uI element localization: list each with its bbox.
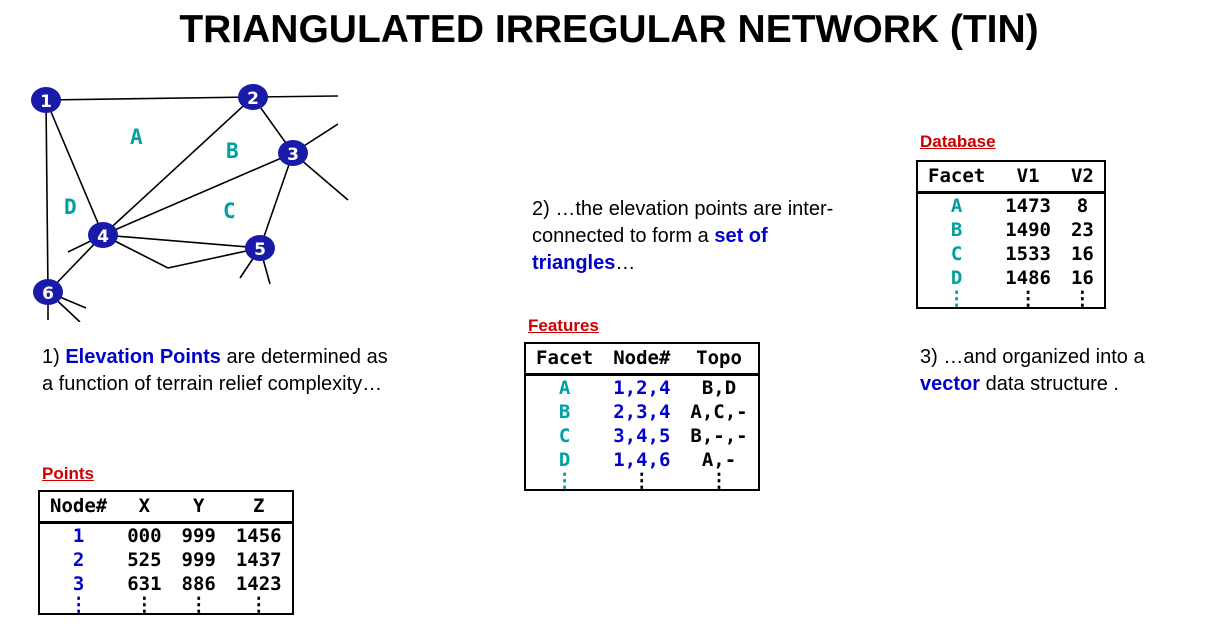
svg-text:2: 2 <box>247 89 259 109</box>
features-ellipsis: ⋮ <box>709 470 729 492</box>
points-header-node: Node# <box>39 491 117 523</box>
points-table <box>38 490 294 615</box>
features-header-facet: Facet <box>525 343 603 375</box>
points-cell-y: 999 <box>181 549 216 571</box>
tin-diagram <box>8 72 388 322</box>
table-header-row <box>525 343 759 375</box>
svg-text:1: 1 <box>40 92 52 112</box>
svg-text:5: 5 <box>254 240 266 260</box>
para2-pre: 2) …the elevation points are inter-connected to form a <box>532 198 834 247</box>
features-ellipsis: ⋮ <box>632 470 652 492</box>
para3-pre: 3) …and organized into a <box>920 346 1145 368</box>
points-header-z: Z <box>226 491 293 523</box>
features-cell-node: 1,2,4 <box>613 377 671 399</box>
points-cell-z: 1456 <box>235 525 282 547</box>
table-ellipsis-row <box>525 472 759 490</box>
table-row <box>39 523 293 549</box>
features-cell-topo: A,- <box>701 449 737 471</box>
facet-label-a: A <box>130 125 143 149</box>
paragraph-elevation-points <box>42 344 392 398</box>
table-row <box>525 424 759 448</box>
table-row <box>917 193 1105 219</box>
table-row <box>39 572 293 596</box>
points-cell-node: 1 <box>72 525 85 547</box>
points-cell-node: 3 <box>72 573 85 595</box>
table-row <box>525 400 759 424</box>
database-cell-v2: 8 <box>1076 195 1089 217</box>
para1-post: are determined as a function of terrain relief complexity… <box>42 346 388 395</box>
points-cell-node: 2 <box>72 549 85 571</box>
points-cell-y: 886 <box>181 573 216 595</box>
table-row <box>525 448 759 472</box>
points-header-x: X <box>117 491 171 523</box>
svg-text:3: 3 <box>287 145 299 165</box>
page-title: TRIANGULATED IRREGULAR NETWORK (TIN) <box>179 8 1039 51</box>
table-header-row <box>917 161 1105 193</box>
database-cell-facet: B <box>950 219 963 241</box>
features-cell-node: 1,4,6 <box>613 449 671 471</box>
caption-points: Points <box>42 464 94 483</box>
points-cell-x: 000 <box>127 525 162 547</box>
features-cell-topo: B,D <box>701 377 737 399</box>
database-ellipsis: ⋮ <box>947 288 967 310</box>
features-cell-facet: D <box>558 449 571 471</box>
table-row <box>917 266 1105 290</box>
features-cell-node: 2,3,4 <box>613 401 671 423</box>
database-cell-facet: D <box>950 267 963 289</box>
paragraph-triangles <box>532 196 862 277</box>
facet-label-d: D <box>64 195 77 219</box>
database-cell-v2: 16 <box>1070 267 1094 289</box>
points-cell-x: 525 <box>127 549 162 571</box>
database-cell-facet: C <box>950 243 963 265</box>
features-cell-facet: B <box>558 401 571 423</box>
database-table <box>916 160 1106 309</box>
table-ellipsis-row <box>917 290 1105 308</box>
features-header-topo: Topo <box>680 343 758 375</box>
points-cell-y: 999 <box>181 525 216 547</box>
table-header-row <box>39 491 293 523</box>
para1-bold: Elevation Points <box>65 346 221 368</box>
database-ellipsis: ⋮ <box>1072 288 1092 310</box>
para2-post: … <box>615 252 636 274</box>
points-cell-z: 1423 <box>235 573 282 595</box>
features-cell-topo: B,-,- <box>690 425 748 447</box>
features-cell-topo: A,C,- <box>690 401 748 423</box>
features-header-node: Node# <box>603 343 680 375</box>
points-ellipsis: ⋮ <box>134 594 154 616</box>
svg-text:4: 4 <box>97 227 109 247</box>
points-cell-x: 631 <box>127 573 162 595</box>
para3-bold: vector <box>920 373 981 395</box>
features-cell-facet: A <box>558 377 571 399</box>
database-cell-v2: 23 <box>1070 219 1094 241</box>
features-cell-facet: C <box>558 425 571 447</box>
table-ellipsis-row <box>39 596 293 614</box>
features-table <box>524 342 760 491</box>
database-cell-v1: 1486 <box>1005 267 1051 289</box>
points-cell-z: 1437 <box>235 549 282 571</box>
database-header-v1: V1 <box>995 161 1061 193</box>
features-ellipsis: ⋮ <box>555 470 575 492</box>
points-header-y: Y <box>172 491 226 523</box>
database-cell-v1: 1473 <box>1005 195 1051 217</box>
points-ellipsis: ⋮ <box>249 594 269 616</box>
database-cell-facet: A <box>950 195 963 217</box>
facet-label-c: C <box>223 199 236 223</box>
facet-label-b: B <box>226 139 239 163</box>
database-cell-v2: 16 <box>1070 243 1094 265</box>
features-cell-node: 3,4,5 <box>613 425 671 447</box>
para2-bold: set of triangles <box>532 225 768 274</box>
points-ellipsis: ⋮ <box>189 594 209 616</box>
database-cell-v1: 1533 <box>1005 243 1051 265</box>
paragraph-vector-structure <box>920 344 1210 398</box>
table-row <box>39 548 293 572</box>
table-row <box>917 218 1105 242</box>
database-header-v2: V2 <box>1061 161 1105 193</box>
database-ellipsis: ⋮ <box>1018 288 1038 310</box>
para1-pre: 1) <box>42 346 66 368</box>
points-ellipsis: ⋮ <box>69 594 89 616</box>
para3-post: data structure . <box>980 373 1119 395</box>
database-header-facet: Facet <box>917 161 995 193</box>
svg-text:6: 6 <box>42 284 54 304</box>
caption-database: Database <box>920 132 996 151</box>
table-row <box>525 375 759 401</box>
table-row <box>917 242 1105 266</box>
caption-features: Features <box>528 316 599 335</box>
database-cell-v1: 1490 <box>1005 219 1051 241</box>
